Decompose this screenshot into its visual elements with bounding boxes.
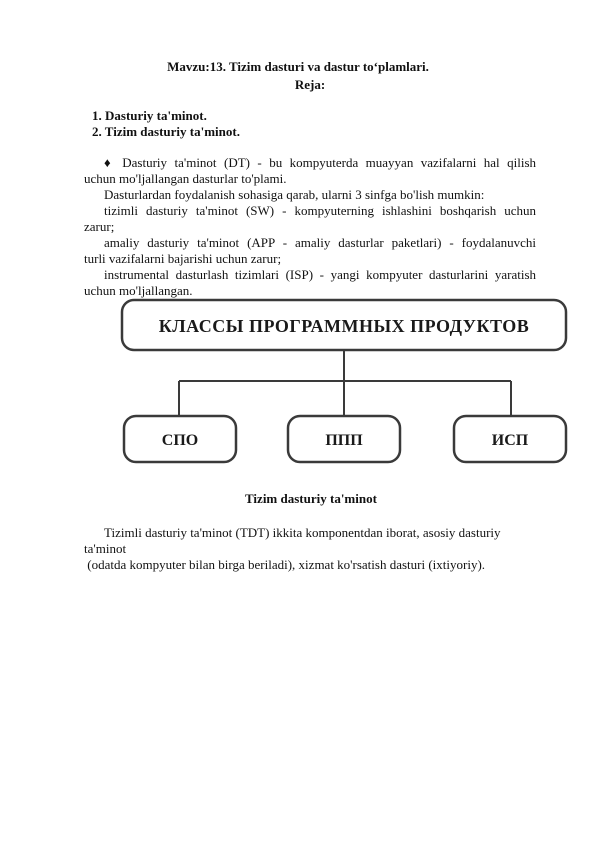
- paragraph-2: Dasturlardan foydalanish sohasiga qarab, ularni 3 sinfga bo'lish mumkin:: [104, 187, 485, 202]
- paragraph-3-line-1: tizimli dasturiy ta'minot (SW) - kompyuterning ishlashini boshqarish uchun: [104, 203, 536, 218]
- plan-item-2: 2. Tizim dasturiy ta'minot.: [92, 124, 240, 139]
- paragraph-1-line-2: uchun mo'ljallangan dasturlar to'plami.: [84, 171, 287, 186]
- child-label-ppp: ППП: [325, 432, 363, 449]
- plan-item-1: 1. Dasturiy ta'minot.: [92, 108, 207, 123]
- paragraph-5-line-1: instrumental dasturlash tizimlari (ISP) - yangi kompyuter dasturlarini yaratish: [104, 267, 536, 282]
- plan-heading: Reja:: [294, 77, 326, 92]
- paragraph-3-line-2: zarur;: [84, 219, 115, 234]
- document-title: Mavzu:13. Tizim dasturi va dastur to‘plamlari.: [167, 59, 429, 74]
- paragraph-6-line-1: Tizimli dasturiy ta'minot (TDT) ikkita komponentdan iborat, asosiy dasturiy: [104, 525, 501, 540]
- paragraph-1-line-1: ♦ Dasturiy ta'minot (DT) - bu kompyuterda muayyan vazifalarni hal qilish: [104, 155, 536, 170]
- child-label-isp: ИСП: [491, 432, 529, 449]
- child-label-spo: СПО: [161, 432, 199, 449]
- paragraph-4-line-1: amaliy dasturiy ta'minot (APP - amaliy dasturlar paketlari) - foydalanuvchi: [104, 235, 536, 250]
- root-label: КЛАССЫ ПРОГРАММНЫХ ПРОДУКТОВ: [158, 316, 530, 336]
- diagram-caption: Tizim dasturiy ta'minot: [245, 491, 377, 506]
- paragraph-6-line-3: (odatda kompyuter bilan birga beriladi), xizmat ko'rsatish dasturi (ixtiyoriy).: [84, 557, 486, 572]
- paragraph-6-line-2: ta'minot: [84, 541, 127, 556]
- diagram-svg: [118, 296, 570, 470]
- connector-lines: [179, 350, 511, 416]
- software-classes-diagram: [118, 296, 570, 470]
- paragraph-4-line-2: turli vazifalarni bajarishi uchun zarur;: [84, 251, 282, 266]
- paragraph-5-line-2: uchun mo'ljallangan.: [84, 283, 193, 298]
